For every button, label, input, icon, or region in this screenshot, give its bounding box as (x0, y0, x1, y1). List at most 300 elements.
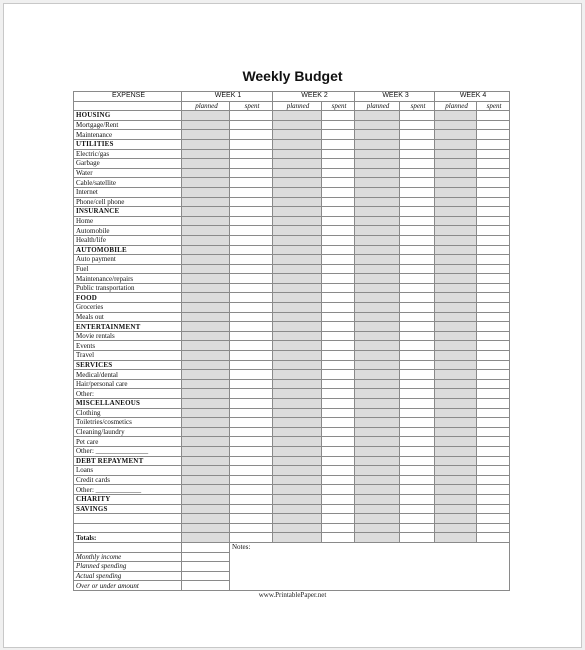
week-2-planned-cell[interactable] (273, 235, 322, 245)
week-1-planned-cell[interactable] (182, 130, 230, 140)
week-4-spent-cell[interactable] (477, 418, 510, 428)
week-3-spent-cell[interactable] (400, 437, 435, 447)
week-3-planned-cell[interactable] (355, 283, 400, 293)
week-4-planned-cell[interactable] (435, 466, 477, 476)
week-1-planned-cell[interactable] (182, 504, 230, 514)
week-4-spent-cell[interactable] (477, 274, 510, 284)
week-1-spent-cell[interactable] (230, 379, 273, 389)
week-3-spent-cell[interactable] (400, 322, 435, 332)
week-2-spent-cell[interactable] (322, 379, 355, 389)
week-3-planned-cell[interactable] (355, 485, 400, 495)
week-1-spent-cell[interactable] (230, 485, 273, 495)
week-2-planned-cell[interactable] (273, 399, 322, 409)
week-2-spent-cell[interactable] (322, 399, 355, 409)
week-2-spent-cell[interactable] (322, 408, 355, 418)
week-1-planned-cell[interactable] (182, 159, 230, 169)
week-1-planned-cell[interactable] (182, 446, 230, 456)
week-1-planned-cell[interactable] (182, 149, 230, 159)
week-1-spent-cell[interactable] (230, 437, 273, 447)
week-3-spent-cell[interactable] (400, 466, 435, 476)
week-1-spent-cell[interactable] (230, 139, 273, 149)
week-1-planned-cell[interactable] (182, 351, 230, 361)
week-1-planned-cell[interactable] (182, 245, 230, 255)
week-1-spent-cell[interactable] (230, 399, 273, 409)
week-3-spent-cell[interactable] (400, 379, 435, 389)
week-3-planned-cell[interactable] (355, 437, 400, 447)
week-4-planned-cell[interactable] (435, 322, 477, 332)
week-2-spent-cell[interactable] (322, 523, 355, 533)
week-3-planned-cell[interactable] (355, 494, 400, 504)
week-4-planned-cell[interactable] (435, 504, 477, 514)
week-2-spent-cell[interactable] (322, 274, 355, 284)
week-4-planned-cell[interactable] (435, 245, 477, 255)
week-1-spent-cell[interactable] (230, 475, 273, 485)
week-1-spent-cell[interactable] (230, 408, 273, 418)
week-3-planned-cell[interactable] (355, 111, 400, 121)
week-4-planned-cell[interactable] (435, 207, 477, 217)
week-3-planned-cell[interactable] (355, 341, 400, 351)
week-2-spent-cell[interactable] (322, 197, 355, 207)
week-1-planned-cell[interactable] (182, 485, 230, 495)
week-2-spent-cell[interactable] (322, 178, 355, 188)
week-4-spent-cell[interactable] (477, 437, 510, 447)
week-1-spent-cell[interactable] (230, 111, 273, 121)
week-4-spent-cell[interactable] (477, 514, 510, 524)
week-3-spent-cell[interactable] (400, 264, 435, 274)
week-1-spent-cell[interactable] (230, 255, 273, 265)
week-1-spent-cell[interactable] (230, 207, 273, 217)
week-3-spent-cell[interactable] (400, 149, 435, 159)
week-1-spent-cell[interactable] (230, 120, 273, 130)
week-3-spent-cell[interactable] (400, 418, 435, 428)
week-4-spent-cell[interactable] (477, 149, 510, 159)
week-1-planned-cell[interactable] (182, 399, 230, 409)
week-4-planned-cell[interactable] (435, 197, 477, 207)
week-2-planned-cell[interactable] (273, 178, 322, 188)
week-3-planned-cell[interactable] (355, 523, 400, 533)
week-4-spent-cell[interactable] (477, 446, 510, 456)
week-2-planned-cell[interactable] (273, 312, 322, 322)
week-3-planned-cell[interactable] (355, 360, 400, 370)
week-1-planned-cell[interactable] (182, 418, 230, 428)
week-4-planned-cell[interactable] (435, 274, 477, 284)
week-2-planned-cell[interactable] (273, 255, 322, 265)
week-3-spent-cell[interactable] (400, 120, 435, 130)
week-4-spent-cell[interactable] (477, 456, 510, 466)
week-2-planned-cell[interactable] (273, 207, 322, 217)
week-4-planned-cell[interactable] (435, 283, 477, 293)
week-1-planned-cell[interactable] (182, 216, 230, 226)
week-1-planned-cell[interactable] (182, 168, 230, 178)
week-2-planned-cell[interactable] (273, 437, 322, 447)
week-4-spent-cell[interactable] (477, 408, 510, 418)
week-1-spent-cell[interactable] (230, 351, 273, 361)
week-2-planned-cell[interactable] (273, 504, 322, 514)
week-1-planned-cell[interactable] (182, 322, 230, 332)
week-3-planned-cell[interactable] (355, 514, 400, 524)
week-3-spent-cell[interactable] (400, 312, 435, 322)
week-1-spent-cell[interactable] (230, 533, 273, 543)
week-3-spent-cell[interactable] (400, 293, 435, 303)
week-4-spent-cell[interactable] (477, 207, 510, 217)
week-1-spent-cell[interactable] (230, 446, 273, 456)
week-1-planned-cell[interactable] (182, 264, 230, 274)
week-1-spent-cell[interactable] (230, 178, 273, 188)
week-3-planned-cell[interactable] (355, 475, 400, 485)
week-1-planned-cell[interactable] (182, 427, 230, 437)
week-1-spent-cell[interactable] (230, 341, 273, 351)
week-1-spent-cell[interactable] (230, 245, 273, 255)
week-1-spent-cell[interactable] (230, 293, 273, 303)
week-2-planned-cell[interactable] (273, 475, 322, 485)
week-1-spent-cell[interactable] (230, 168, 273, 178)
week-2-planned-cell[interactable] (273, 485, 322, 495)
week-3-spent-cell[interactable] (400, 197, 435, 207)
week-4-spent-cell[interactable] (477, 197, 510, 207)
week-3-spent-cell[interactable] (400, 235, 435, 245)
week-4-spent-cell[interactable] (477, 159, 510, 169)
week-3-planned-cell[interactable] (355, 120, 400, 130)
week-2-planned-cell[interactable] (273, 264, 322, 274)
week-1-spent-cell[interactable] (230, 466, 273, 476)
week-4-planned-cell[interactable] (435, 485, 477, 495)
week-2-spent-cell[interactable] (322, 130, 355, 140)
week-2-spent-cell[interactable] (322, 389, 355, 399)
week-1-spent-cell[interactable] (230, 197, 273, 207)
week-2-planned-cell[interactable] (273, 322, 322, 332)
week-4-planned-cell[interactable] (435, 408, 477, 418)
week-2-planned-cell[interactable] (273, 111, 322, 121)
week-4-planned-cell[interactable] (435, 187, 477, 197)
week-1-spent-cell[interactable] (230, 523, 273, 533)
week-4-planned-cell[interactable] (435, 475, 477, 485)
week-3-spent-cell[interactable] (400, 159, 435, 169)
week-3-planned-cell[interactable] (355, 274, 400, 284)
week-2-planned-cell[interactable] (273, 226, 322, 236)
week-3-spent-cell[interactable] (400, 187, 435, 197)
week-4-planned-cell[interactable] (435, 139, 477, 149)
week-3-spent-cell[interactable] (400, 351, 435, 361)
week-4-planned-cell[interactable] (435, 514, 477, 524)
week-3-spent-cell[interactable] (400, 475, 435, 485)
week-1-planned-cell[interactable] (182, 235, 230, 245)
week-3-planned-cell[interactable] (355, 178, 400, 188)
week-1-spent-cell[interactable] (230, 331, 273, 341)
week-2-spent-cell[interactable] (322, 159, 355, 169)
week-4-planned-cell[interactable] (435, 370, 477, 380)
week-1-spent-cell[interactable] (230, 235, 273, 245)
week-3-planned-cell[interactable] (355, 235, 400, 245)
week-4-planned-cell[interactable] (435, 341, 477, 351)
week-2-spent-cell[interactable] (322, 293, 355, 303)
week-1-planned-cell[interactable] (182, 475, 230, 485)
week-3-spent-cell[interactable] (400, 226, 435, 236)
week-1-spent-cell[interactable] (230, 187, 273, 197)
week-1-spent-cell[interactable] (230, 322, 273, 332)
week-1-planned-cell[interactable] (182, 437, 230, 447)
week-1-spent-cell[interactable] (230, 427, 273, 437)
week-4-planned-cell[interactable] (435, 418, 477, 428)
week-2-planned-cell[interactable] (273, 379, 322, 389)
week-3-planned-cell[interactable] (355, 197, 400, 207)
week-3-spent-cell[interactable] (400, 533, 435, 543)
week-2-spent-cell[interactable] (322, 120, 355, 130)
week-4-spent-cell[interactable] (477, 370, 510, 380)
week-2-planned-cell[interactable] (273, 293, 322, 303)
week-4-planned-cell[interactable] (435, 360, 477, 370)
week-2-planned-cell[interactable] (273, 139, 322, 149)
week-4-planned-cell[interactable] (435, 149, 477, 159)
week-2-spent-cell[interactable] (322, 418, 355, 428)
week-4-spent-cell[interactable] (477, 168, 510, 178)
summary-value-cell[interactable] (182, 571, 230, 581)
week-1-planned-cell[interactable] (182, 331, 230, 341)
week-3-planned-cell[interactable] (355, 264, 400, 274)
week-2-planned-cell[interactable] (273, 168, 322, 178)
week-4-planned-cell[interactable] (435, 351, 477, 361)
week-3-planned-cell[interactable] (355, 312, 400, 322)
week-3-planned-cell[interactable] (355, 245, 400, 255)
week-2-spent-cell[interactable] (322, 533, 355, 543)
week-2-spent-cell[interactable] (322, 207, 355, 217)
week-2-planned-cell[interactable] (273, 245, 322, 255)
week-2-spent-cell[interactable] (322, 235, 355, 245)
week-3-planned-cell[interactable] (355, 351, 400, 361)
week-4-spent-cell[interactable] (477, 187, 510, 197)
week-4-planned-cell[interactable] (435, 427, 477, 437)
week-1-spent-cell[interactable] (230, 504, 273, 514)
summary-value-cell[interactable] (182, 552, 230, 562)
week-4-planned-cell[interactable] (435, 111, 477, 121)
week-4-planned-cell[interactable] (435, 312, 477, 322)
week-4-spent-cell[interactable] (477, 351, 510, 361)
week-3-planned-cell[interactable] (355, 389, 400, 399)
week-3-planned-cell[interactable] (355, 408, 400, 418)
week-2-spent-cell[interactable] (322, 187, 355, 197)
week-4-spent-cell[interactable] (477, 427, 510, 437)
week-1-planned-cell[interactable] (182, 533, 230, 543)
week-4-spent-cell[interactable] (477, 120, 510, 130)
week-2-spent-cell[interactable] (322, 264, 355, 274)
week-1-spent-cell[interactable] (230, 303, 273, 313)
week-3-planned-cell[interactable] (355, 187, 400, 197)
week-2-planned-cell[interactable] (273, 533, 322, 543)
week-4-planned-cell[interactable] (435, 437, 477, 447)
week-1-planned-cell[interactable] (182, 274, 230, 284)
week-3-spent-cell[interactable] (400, 360, 435, 370)
week-3-spent-cell[interactable] (400, 389, 435, 399)
week-3-planned-cell[interactable] (355, 456, 400, 466)
week-1-planned-cell[interactable] (182, 120, 230, 130)
week-1-planned-cell[interactable] (182, 207, 230, 217)
week-2-spent-cell[interactable] (322, 437, 355, 447)
week-3-planned-cell[interactable] (355, 149, 400, 159)
week-3-spent-cell[interactable] (400, 168, 435, 178)
week-2-planned-cell[interactable] (273, 370, 322, 380)
week-2-spent-cell[interactable] (322, 360, 355, 370)
week-3-planned-cell[interactable] (355, 255, 400, 265)
week-2-spent-cell[interactable] (322, 303, 355, 313)
week-2-planned-cell[interactable] (273, 456, 322, 466)
week-1-spent-cell[interactable] (230, 418, 273, 428)
week-4-planned-cell[interactable] (435, 494, 477, 504)
week-1-planned-cell[interactable] (182, 283, 230, 293)
week-2-planned-cell[interactable] (273, 283, 322, 293)
week-3-planned-cell[interactable] (355, 216, 400, 226)
week-1-planned-cell[interactable] (182, 389, 230, 399)
week-4-spent-cell[interactable] (477, 322, 510, 332)
week-4-spent-cell[interactable] (477, 331, 510, 341)
week-4-spent-cell[interactable] (477, 111, 510, 121)
week-3-spent-cell[interactable] (400, 139, 435, 149)
week-2-spent-cell[interactable] (322, 370, 355, 380)
week-2-spent-cell[interactable] (322, 255, 355, 265)
week-1-spent-cell[interactable] (230, 389, 273, 399)
week-2-spent-cell[interactable] (322, 322, 355, 332)
week-3-spent-cell[interactable] (400, 446, 435, 456)
week-1-planned-cell[interactable] (182, 370, 230, 380)
week-4-planned-cell[interactable] (435, 379, 477, 389)
week-3-planned-cell[interactable] (355, 379, 400, 389)
week-1-spent-cell[interactable] (230, 130, 273, 140)
week-4-spent-cell[interactable] (477, 130, 510, 140)
week-4-spent-cell[interactable] (477, 264, 510, 274)
week-2-spent-cell[interactable] (322, 446, 355, 456)
week-2-spent-cell[interactable] (322, 456, 355, 466)
week-4-spent-cell[interactable] (477, 303, 510, 313)
week-1-spent-cell[interactable] (230, 514, 273, 524)
week-4-spent-cell[interactable] (477, 139, 510, 149)
week-3-spent-cell[interactable] (400, 494, 435, 504)
week-2-planned-cell[interactable] (273, 130, 322, 140)
week-2-spent-cell[interactable] (322, 475, 355, 485)
notes-area[interactable]: Notes: (230, 542, 510, 590)
week-2-planned-cell[interactable] (273, 159, 322, 169)
week-4-planned-cell[interactable] (435, 389, 477, 399)
week-2-spent-cell[interactable] (322, 111, 355, 121)
week-1-planned-cell[interactable] (182, 360, 230, 370)
week-1-spent-cell[interactable] (230, 274, 273, 284)
week-1-spent-cell[interactable] (230, 264, 273, 274)
week-1-spent-cell[interactable] (230, 149, 273, 159)
week-3-planned-cell[interactable] (355, 207, 400, 217)
week-4-spent-cell[interactable] (477, 533, 510, 543)
week-1-planned-cell[interactable] (182, 514, 230, 524)
week-2-planned-cell[interactable] (273, 187, 322, 197)
week-1-spent-cell[interactable] (230, 226, 273, 236)
week-3-spent-cell[interactable] (400, 303, 435, 313)
week-4-spent-cell[interactable] (477, 341, 510, 351)
week-2-spent-cell[interactable] (322, 514, 355, 524)
week-4-spent-cell[interactable] (477, 466, 510, 476)
week-4-spent-cell[interactable] (477, 494, 510, 504)
week-3-spent-cell[interactable] (400, 456, 435, 466)
week-2-planned-cell[interactable] (273, 216, 322, 226)
week-2-spent-cell[interactable] (322, 427, 355, 437)
week-4-planned-cell[interactable] (435, 130, 477, 140)
week-2-planned-cell[interactable] (273, 149, 322, 159)
week-3-planned-cell[interactable] (355, 370, 400, 380)
week-1-spent-cell[interactable] (230, 456, 273, 466)
week-3-spent-cell[interactable] (400, 111, 435, 121)
week-2-planned-cell[interactable] (273, 120, 322, 130)
week-4-spent-cell[interactable] (477, 360, 510, 370)
week-3-spent-cell[interactable] (400, 216, 435, 226)
week-4-spent-cell[interactable] (477, 245, 510, 255)
week-2-spent-cell[interactable] (322, 504, 355, 514)
week-4-planned-cell[interactable] (435, 293, 477, 303)
week-2-spent-cell[interactable] (322, 351, 355, 361)
week-3-planned-cell[interactable] (355, 418, 400, 428)
week-4-spent-cell[interactable] (477, 312, 510, 322)
week-1-planned-cell[interactable] (182, 187, 230, 197)
week-4-planned-cell[interactable] (435, 399, 477, 409)
week-4-planned-cell[interactable] (435, 168, 477, 178)
week-1-planned-cell[interactable] (182, 178, 230, 188)
week-4-spent-cell[interactable] (477, 293, 510, 303)
week-4-spent-cell[interactable] (477, 523, 510, 533)
week-3-spent-cell[interactable] (400, 523, 435, 533)
week-1-planned-cell[interactable] (182, 456, 230, 466)
week-2-planned-cell[interactable] (273, 418, 322, 428)
week-3-spent-cell[interactable] (400, 408, 435, 418)
week-1-planned-cell[interactable] (182, 379, 230, 389)
week-4-planned-cell[interactable] (435, 303, 477, 313)
week-3-planned-cell[interactable] (355, 130, 400, 140)
week-4-planned-cell[interactable] (435, 264, 477, 274)
week-3-planned-cell[interactable] (355, 504, 400, 514)
week-4-spent-cell[interactable] (477, 216, 510, 226)
week-4-spent-cell[interactable] (477, 389, 510, 399)
week-1-planned-cell[interactable] (182, 466, 230, 476)
week-3-planned-cell[interactable] (355, 303, 400, 313)
week-2-spent-cell[interactable] (322, 139, 355, 149)
week-2-planned-cell[interactable] (273, 389, 322, 399)
week-3-planned-cell[interactable] (355, 293, 400, 303)
week-4-planned-cell[interactable] (435, 235, 477, 245)
week-3-spent-cell[interactable] (400, 399, 435, 409)
week-2-spent-cell[interactable] (322, 312, 355, 322)
week-2-spent-cell[interactable] (322, 168, 355, 178)
week-2-planned-cell[interactable] (273, 341, 322, 351)
week-2-spent-cell[interactable] (322, 245, 355, 255)
week-3-planned-cell[interactable] (355, 446, 400, 456)
summary-value-cell[interactable] (182, 581, 230, 591)
week-2-planned-cell[interactable] (273, 466, 322, 476)
week-4-planned-cell[interactable] (435, 523, 477, 533)
week-1-planned-cell[interactable] (182, 139, 230, 149)
week-2-spent-cell[interactable] (322, 485, 355, 495)
week-4-planned-cell[interactable] (435, 159, 477, 169)
week-1-spent-cell[interactable] (230, 283, 273, 293)
week-3-planned-cell[interactable] (355, 168, 400, 178)
week-4-spent-cell[interactable] (477, 226, 510, 236)
week-2-spent-cell[interactable] (322, 466, 355, 476)
week-1-planned-cell[interactable] (182, 293, 230, 303)
week-2-planned-cell[interactable] (273, 446, 322, 456)
week-2-spent-cell[interactable] (322, 216, 355, 226)
week-3-planned-cell[interactable] (355, 427, 400, 437)
week-3-spent-cell[interactable] (400, 207, 435, 217)
week-2-planned-cell[interactable] (273, 408, 322, 418)
week-4-spent-cell[interactable] (477, 235, 510, 245)
week-2-planned-cell[interactable] (273, 303, 322, 313)
week-3-spent-cell[interactable] (400, 245, 435, 255)
week-4-planned-cell[interactable] (435, 120, 477, 130)
week-2-spent-cell[interactable] (322, 283, 355, 293)
week-4-planned-cell[interactable] (435, 178, 477, 188)
summary-value-cell[interactable] (182, 562, 230, 572)
